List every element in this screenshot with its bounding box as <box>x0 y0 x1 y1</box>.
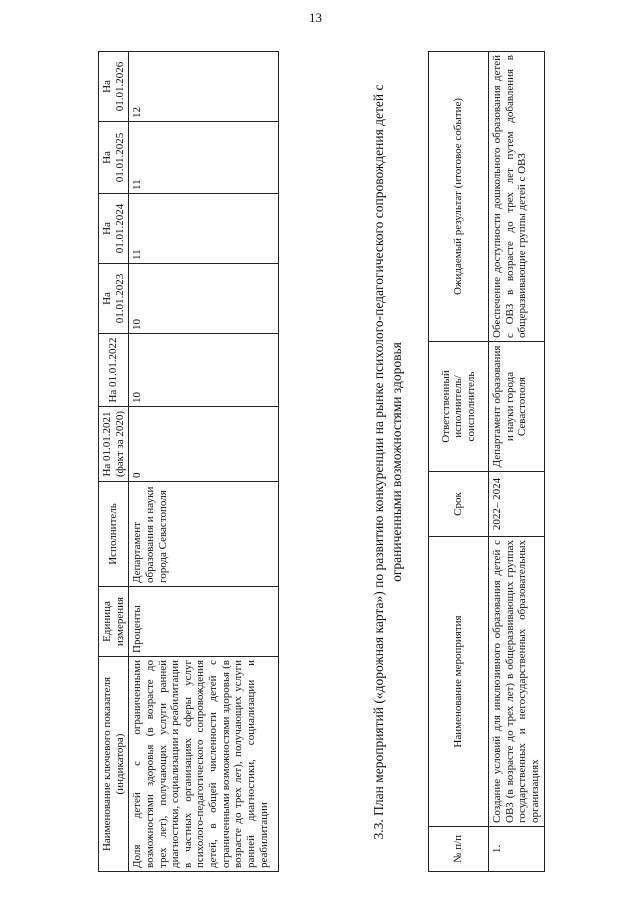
value-2023: 10 <box>129 264 279 334</box>
plan-row-term: 2022– 2024 <box>489 472 545 537</box>
plan-row-result: Обеспечение доступности дошкольного образования детей с ОВЗ в возрасте до трех лет путем добавления в общеразвивающие группы детей с ОВЗ <box>489 52 545 342</box>
header-measure: Наименование мероприятия <box>429 537 489 827</box>
header-indicator-name: Наименование ключевого показателя (индикатора) <box>99 657 129 872</box>
header-number: № п/п <box>429 827 489 872</box>
header-responsible: Ответственный исполнитель/ соисполнитель <box>429 342 489 472</box>
value-2021: 0 <box>129 407 279 482</box>
header-2022: На 01.01.2022 <box>99 334 129 407</box>
indicator-unit-cell: Проценты <box>129 587 279 657</box>
header-executor: Исполнитель <box>99 482 129 587</box>
header-result: Ожидаемый результат (итоговое событие) <box>429 52 489 342</box>
value-2024: 11 <box>129 194 279 264</box>
plan-data-row <box>489 52 545 872</box>
value-2022: 10 <box>129 334 279 407</box>
header-2025: На 01.01.2025 <box>99 122 129 194</box>
header-2026: На 01.01.2026 <box>99 52 129 122</box>
indicator-table <box>98 51 279 872</box>
value-2026: 12 <box>129 52 279 122</box>
header-unit: Единица измерения <box>99 587 129 657</box>
header-term: Срок <box>429 472 489 537</box>
page-number: 13 <box>309 10 322 25</box>
value-2025: 11 <box>129 122 279 194</box>
plan-table <box>428 51 545 872</box>
indicator-name-cell: Доля детей с ограниченными возможностями здоровья (в возрасте до трех лет), получающих услуги ранней диагностики, социализации и реабилитации в частных организациях сферы услуг психолого-педагогического сопровождения детей, в общей численности детей с ограниченными возможностями здоровья (в возрасте до трех лет), получающих услуги ранней диагностики, социализации и реабилитации <box>129 657 279 872</box>
header-2021: На 01.01.2021 (факт за 2020) <box>99 407 129 482</box>
section-heading: 3.3. План мероприятий («дорожная карта») по развитию конкуренции на рынке психолого-педагогического сопровождения детей с ограниченными возможностями здоровья <box>371 84 404 840</box>
indicator-executor-cell: Департамент образования и науки города Севастополя <box>129 482 279 587</box>
plan-row-measure: Создание условий для инклюзивного образования детей с ОВЗ (в возрасте до трех лет) в общеразвивающих группах государственных и негосударственных образовательных организациях <box>489 537 545 827</box>
plan-row-responsible: Департамент образования и науки города Севастополя <box>489 342 545 472</box>
indicator-data-row <box>129 52 279 872</box>
header-2023: На 01.01.2023 <box>99 264 129 334</box>
plan-row-number: 1. <box>489 827 545 872</box>
header-2024: На 01.01.2024 <box>99 194 129 264</box>
plan-header-row <box>429 52 489 872</box>
rotated-page-content <box>98 52 541 872</box>
indicator-header-row <box>99 52 129 872</box>
